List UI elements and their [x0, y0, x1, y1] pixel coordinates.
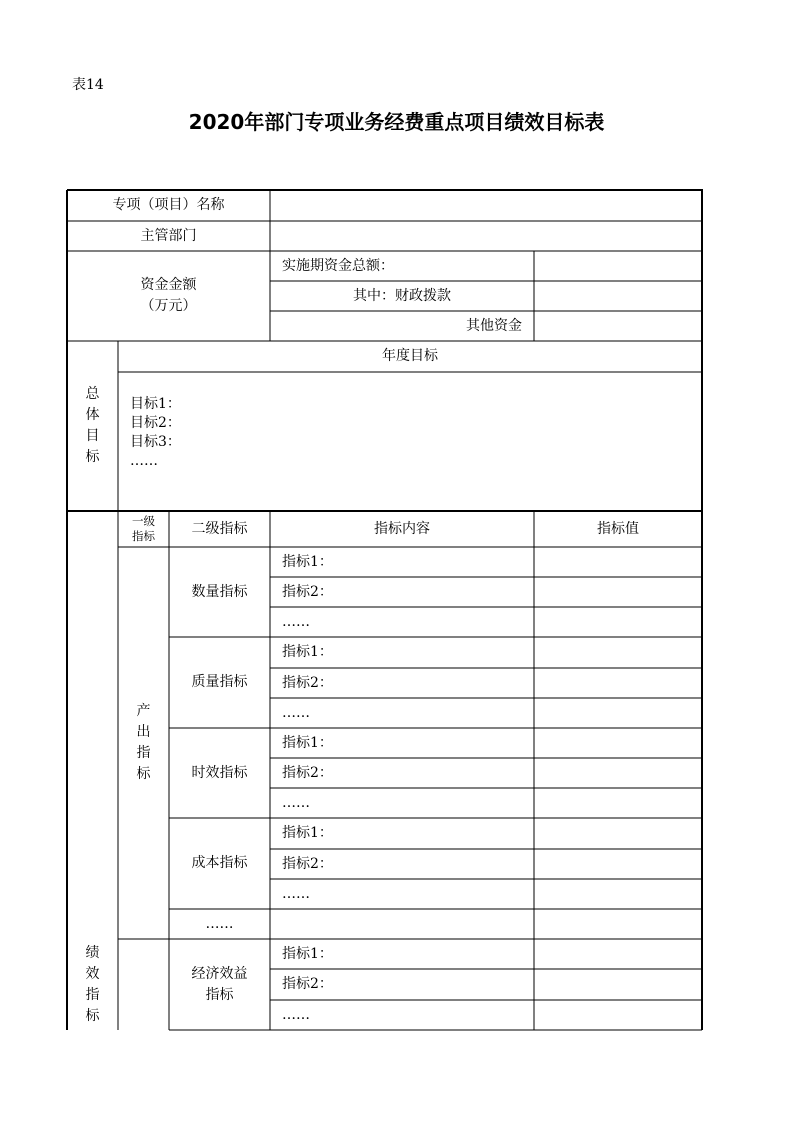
indicator-item[interactable]: 指标2：	[282, 764, 333, 781]
total-funds-value[interactable]	[534, 251, 702, 281]
side-char: 产	[136, 703, 151, 719]
side-char: 体	[85, 407, 100, 423]
side-char: 目	[85, 428, 100, 444]
quantity-indicator-label: 数量指标	[191, 583, 248, 600]
goal-item: 目标2：	[130, 415, 181, 431]
col-value-header: 指标值	[597, 520, 639, 537]
fiscal-value[interactable]	[534, 281, 702, 311]
other-funds-label: 其他资金	[466, 317, 522, 334]
indicator-item[interactable]: 指标1：	[282, 734, 333, 751]
goal-item: 目标1：	[130, 396, 181, 412]
indicator-item[interactable]: 指标2：	[282, 855, 333, 872]
table-number: 表14	[72, 77, 104, 93]
side-char: 标	[85, 1007, 100, 1024]
quality-indicator-label: 质量指标	[191, 674, 248, 691]
side-char: 出	[136, 724, 151, 740]
indicator-item[interactable]: ……	[282, 794, 310, 811]
side-char: 绩	[85, 944, 100, 961]
side-char: 标	[136, 766, 151, 782]
indicator-item[interactable]: ……	[282, 613, 310, 630]
side-char: 指	[136, 745, 151, 761]
project-name-label: 专项（项目）名称	[112, 197, 225, 214]
indicator-item[interactable]: 指标1：	[282, 825, 333, 842]
economic-benefit-label	[169, 939, 270, 1030]
timeliness-indicator-label: 时效指标	[191, 764, 248, 781]
dept-value[interactable]	[270, 221, 702, 251]
label-line: 经济效益	[191, 965, 248, 982]
fiscal-label: 其中：财政拨款	[353, 287, 451, 304]
total-funds-label: 实施期资金总额：	[282, 257, 394, 274]
perf-side-label	[67, 939, 118, 1030]
col-content-header: 指标内容	[374, 520, 430, 537]
cost-indicator-label: 成本指标	[191, 855, 248, 872]
annual-goal-header: 年度目标	[382, 348, 438, 365]
side-char: 指	[85, 986, 100, 1003]
page-title: 2020年部门专项业务经费重点项目绩效目标表	[188, 110, 605, 134]
indicator-item[interactable]: 指标1：	[282, 644, 333, 661]
side-char: 标	[85, 449, 100, 465]
side-char: 效	[85, 965, 100, 982]
header-line: 一级	[132, 514, 155, 528]
funds-label	[67, 251, 270, 341]
funds-label-line1: 资金金额	[140, 277, 197, 293]
output-indicator-label	[118, 547, 169, 939]
header-line: 指标	[132, 529, 155, 543]
col-level1-header	[118, 511, 169, 547]
annual-goal-list[interactable]	[130, 395, 181, 471]
indicator-item[interactable]: ……	[282, 704, 310, 721]
funds-label-line2: （万元）	[140, 298, 197, 314]
overall-goal-side-label	[67, 341, 118, 511]
project-name-value[interactable]	[270, 190, 702, 221]
col-level2-header: 二级指标	[191, 520, 248, 537]
indicator-item[interactable]: 指标2：	[282, 674, 333, 691]
indicator-item[interactable]: 指标1：	[282, 945, 333, 962]
indicator-item[interactable]: ……	[282, 1006, 310, 1023]
dept-label: 主管部门	[140, 227, 197, 244]
indicator-item[interactable]: 指标2：	[282, 976, 333, 993]
side-char: 总	[85, 386, 100, 402]
goal-item: ……	[130, 453, 158, 469]
indicator-item[interactable]: 指标1：	[282, 553, 333, 570]
label-line: 指标	[205, 986, 234, 1003]
indicator-item[interactable]: 指标2：	[282, 583, 333, 600]
more-indicators-label: ……	[205, 915, 234, 932]
goal-item: 目标3：	[130, 434, 181, 450]
indicator-item[interactable]: ……	[282, 885, 310, 902]
other-funds-value[interactable]	[534, 311, 702, 341]
